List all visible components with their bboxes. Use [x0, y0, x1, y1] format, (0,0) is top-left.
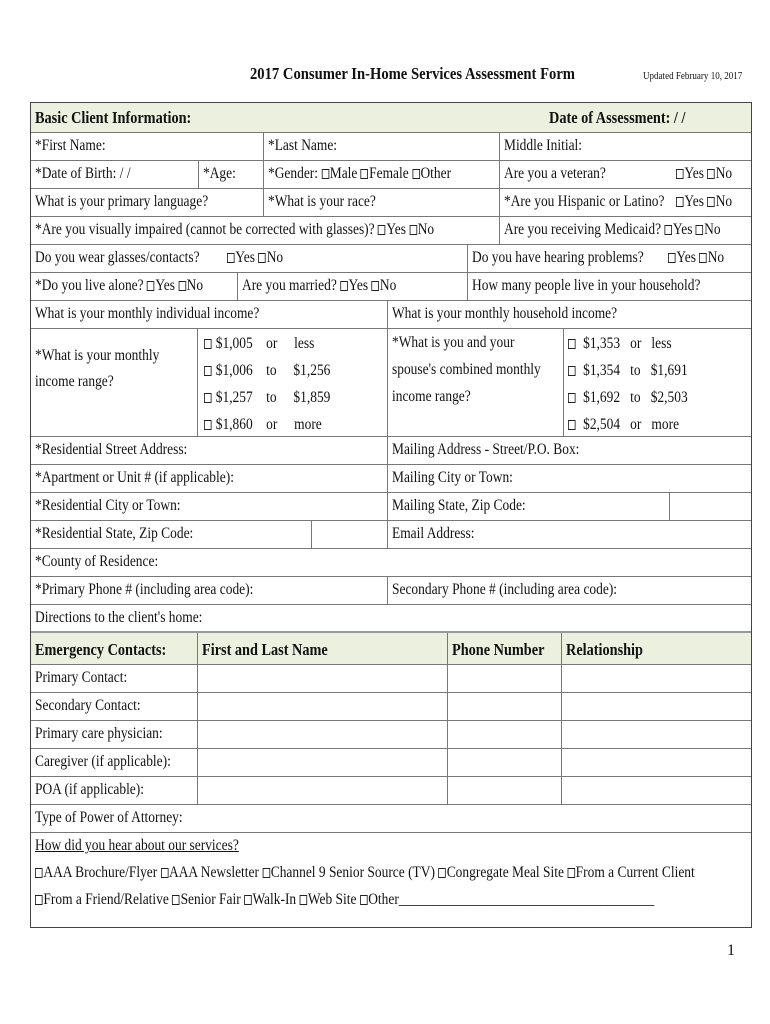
mailing-city-field[interactable]: Mailing City or Town: [392, 469, 513, 486]
household-income-header-cell [387, 301, 751, 328]
range-high: $1,859 [293, 389, 331, 406]
gender-label: *Gender: [268, 165, 319, 182]
contact-row-label: Secondary Contact: [35, 697, 141, 714]
medicaid-yes-checkbox[interactable] [664, 225, 672, 235]
range-low: $1,354 [583, 362, 621, 379]
referral-checkbox[interactable] [567, 868, 575, 878]
assessment-form [30, 102, 752, 928]
married-label: Are you married? [242, 277, 337, 294]
referral-option-label: Walk-In [252, 891, 297, 908]
male-label: Male [329, 165, 358, 182]
range-high: $2,503 [650, 389, 688, 406]
hearing-no-label: No [707, 249, 725, 266]
range-high: $1,256 [293, 362, 331, 379]
medicaid-yes-label: Yes [672, 221, 693, 238]
referral-section [31, 833, 751, 927]
referral-checkbox[interactable] [35, 868, 43, 878]
medicaid-label: Are you receiving Medicaid? [504, 221, 662, 238]
female-checkbox[interactable] [361, 169, 369, 179]
table-row [31, 749, 751, 777]
other-blank-line[interactable]: ______________________________________ [398, 891, 655, 908]
individual-range-option[interactable] [204, 384, 330, 411]
referral-option-label: Web Site [307, 891, 357, 908]
glasses-options [227, 247, 283, 269]
updated-date: Updated February 10, 2017 [643, 71, 743, 82]
hispanic-no-checkbox[interactable] [707, 197, 715, 207]
hearing-yes-label: Yes [676, 249, 696, 266]
referral-option-label: From a Friend/Relative [43, 891, 169, 908]
household-range-option[interactable] [568, 357, 688, 384]
range-low: $2,504 [583, 416, 621, 433]
phone-column-header-cell [447, 633, 561, 664]
visual-yes-label: Yes [386, 221, 406, 238]
range-checkbox[interactable] [568, 366, 576, 376]
basic-info-header [31, 103, 751, 133]
city-row [31, 493, 751, 521]
hispanic-no-label: No [715, 193, 733, 210]
range-low: $1,353 [583, 335, 621, 352]
range-op: to [266, 389, 277, 406]
gender-cell [263, 161, 499, 188]
visual-no-checkbox[interactable] [409, 225, 417, 235]
hispanic-cell [499, 189, 751, 216]
residential-street-field[interactable]: *Residential Street Address: [35, 441, 188, 458]
visual-yes-checkbox[interactable] [378, 225, 386, 235]
hispanic-label: *Are you Hispanic or Latino? [504, 193, 665, 210]
last-name-field[interactable]: *Last Name: [268, 137, 338, 154]
household-income-header: What is your monthly household income? [392, 305, 618, 322]
household-count-cell[interactable] [467, 273, 751, 300]
range-high: more [294, 416, 322, 433]
married-cell [237, 273, 467, 300]
range-low: $1,692 [583, 389, 621, 406]
first-name-field[interactable]: *First Name: [35, 137, 106, 154]
married-no-checkbox[interactable] [371, 281, 379, 291]
referral-options-line2 [35, 889, 654, 911]
alone-no-label: No [186, 277, 204, 294]
alone-yes-checkbox[interactable] [147, 281, 155, 291]
contact-phone-cell[interactable] [447, 693, 561, 720]
state-row [31, 521, 751, 549]
individual-range-list [204, 330, 330, 438]
middle-initial-cell[interactable] [499, 133, 751, 160]
hearing-yes-checkbox[interactable] [668, 253, 676, 263]
range-op: or [630, 335, 642, 352]
referral-option-label: Congregate Meal Site [446, 864, 564, 881]
live-alone-field [35, 275, 203, 297]
range-op: to [266, 362, 277, 379]
household-range-option[interactable] [568, 384, 688, 411]
hispanic-yes-label: Yes [684, 193, 704, 210]
hearing-cell [467, 245, 751, 272]
referral-checkbox[interactable] [35, 895, 43, 905]
contact-name-cell[interactable] [197, 693, 447, 720]
medicaid-no-label: No [704, 221, 721, 238]
visually-impaired-field [35, 219, 434, 241]
mailing-state-field[interactable]: Mailing State, Zip Code: [392, 497, 526, 514]
glasses-yes-checkbox[interactable] [227, 253, 235, 263]
secondary-phone-cell[interactable] [387, 577, 751, 604]
veteran-options [676, 163, 732, 185]
medicaid-no-checkbox[interactable] [696, 225, 704, 235]
age-cell[interactable] [198, 161, 263, 188]
gender-field [268, 163, 451, 185]
range-checkbox[interactable] [568, 420, 576, 430]
emergency-header [31, 631, 751, 665]
mailing-city-cell[interactable] [387, 465, 751, 492]
email-cell[interactable] [387, 521, 751, 548]
medicaid-field [504, 219, 721, 241]
emergency-title: Emergency Contacts: [35, 640, 167, 659]
county-row [31, 549, 751, 577]
individual-range-option[interactable] [204, 330, 330, 357]
secondary-phone-field[interactable]: Secondary Phone # (including area code): [392, 581, 618, 598]
middle-initial-field[interactable]: Middle Initial: [504, 137, 583, 154]
contact-relationship-cell[interactable] [561, 665, 751, 692]
household-range-option[interactable] [568, 330, 688, 357]
referral-checkbox[interactable] [438, 868, 446, 878]
range-op: or [630, 416, 642, 433]
contact-name-cell[interactable] [197, 749, 447, 776]
glasses-no-label: No [266, 249, 284, 266]
last-name-cell[interactable] [263, 133, 499, 160]
medicaid-cell [499, 217, 751, 244]
race-field[interactable]: *What is your race? [268, 193, 376, 210]
directions-field[interactable]: Directions to the client's home: [35, 609, 203, 626]
individual-income-header: What is your monthly individual income? [35, 305, 260, 322]
household-range-option[interactable] [568, 411, 688, 438]
page-number: 1 [727, 942, 735, 959]
relationship-column-header: Relationship [566, 640, 643, 659]
range-op: or [266, 335, 278, 352]
county-field[interactable]: *County of Residence: [35, 553, 159, 570]
street-row [31, 437, 751, 465]
range-op: to [630, 362, 641, 379]
referral-options-line1 [35, 862, 695, 884]
household-row [31, 273, 751, 301]
veteran-label: Are you a veteran? [504, 165, 606, 182]
male-checkbox[interactable] [321, 169, 329, 179]
mailing-street-cell[interactable] [387, 437, 751, 464]
form-title: 2017 Consumer In-Home Services Assessment Form [250, 64, 575, 83]
married-yes-label: Yes [348, 277, 369, 294]
individual-range-cell [197, 329, 387, 436]
primary-phone-field[interactable]: *Primary Phone # (including area code): [35, 581, 254, 598]
referral-checkbox[interactable] [300, 895, 308, 905]
mailing-street-field[interactable]: Mailing Address - Street/P.O. Box: [392, 441, 580, 458]
household-range-list [568, 330, 688, 438]
referral-checkbox[interactable] [172, 895, 180, 905]
alone-no-checkbox[interactable] [178, 281, 186, 291]
referral-option-label: AAA Brochure/Flyer [43, 864, 158, 881]
basic-info-title: Basic Client Information: [35, 108, 192, 127]
hispanic-options [676, 191, 732, 213]
name-column-header-cell [197, 633, 447, 664]
contact-name-cell[interactable] [197, 665, 447, 692]
other-gender-label: Other [420, 165, 452, 182]
dob-field[interactable]: *Date of Birth: / / [35, 165, 131, 182]
name-column-header: First and Last Name [202, 640, 328, 659]
name-row [31, 133, 751, 161]
household-count-field[interactable]: How many people live in your household? [472, 277, 701, 294]
contact-phone-cell[interactable] [447, 749, 561, 776]
contact-phone-cell[interactable] [447, 721, 561, 748]
contact-relationship-cell[interactable] [561, 693, 751, 720]
range-high: more [651, 416, 680, 433]
referral-option-label: Senior Fair [180, 891, 241, 908]
referral-option-label: AAA Newsletter [169, 864, 259, 881]
table-row [31, 777, 751, 805]
phone-row [31, 577, 751, 605]
contact-row-label: Caregiver (if applicable): [35, 753, 171, 770]
contact-name-cell[interactable] [197, 777, 447, 804]
range-op: to [630, 389, 641, 406]
referral-checkbox[interactable] [244, 895, 252, 905]
range-low: $1,860 [215, 416, 253, 433]
range-low: $1,006 [215, 362, 253, 379]
apartment-field[interactable]: *Apartment or Unit # (if applicable): [35, 469, 234, 486]
contact-row-label: POA (if applicable): [35, 781, 144, 798]
female-label: Female [369, 165, 409, 182]
hearing-no-checkbox[interactable] [699, 253, 707, 263]
residential-zip-cell[interactable] [311, 521, 387, 548]
live-alone-label: *Do you live alone? [35, 277, 144, 294]
income-header-row [31, 301, 751, 329]
glasses-yes-label: Yes [235, 249, 255, 266]
hispanic-yes-checkbox[interactable] [676, 197, 684, 207]
visually-impaired-label: *Are you visually impaired (cannot be corrected with glasses)? [35, 221, 375, 238]
referral-checkbox[interactable] [262, 868, 270, 878]
mailing-state-cell[interactable] [387, 493, 669, 520]
range-checkbox[interactable] [204, 339, 212, 349]
visual-row [31, 217, 751, 245]
range-op: or [266, 416, 278, 433]
email-field[interactable]: Email Address: [392, 525, 475, 542]
phone-column-header: Phone Number [452, 640, 545, 659]
range-checkbox[interactable] [568, 339, 576, 349]
veteran-yes-label: Yes [684, 165, 704, 182]
apartment-row [31, 465, 751, 493]
contact-row-label: Primary Contact: [35, 669, 128, 686]
married-no-label: No [379, 277, 397, 294]
visual-no-label: No [417, 221, 435, 238]
language-row [31, 189, 751, 217]
range-checkbox[interactable] [568, 393, 576, 403]
range-checkbox[interactable] [204, 366, 212, 376]
contact-row-label: Primary care physician: [35, 725, 163, 742]
individual-range-option[interactable] [204, 357, 330, 384]
poa-type-field[interactable]: Type of Power of Attorney: [35, 809, 183, 826]
household-range-cell [563, 329, 751, 436]
range-checkbox[interactable] [204, 393, 212, 403]
veteran-yes-checkbox[interactable] [676, 169, 684, 179]
referral-option-label: Channel 9 Senior Source (TV) [270, 864, 435, 881]
referral-option-label: Other [368, 891, 399, 908]
individual-range-option[interactable] [204, 411, 330, 438]
range-low: $1,005 [215, 335, 253, 352]
household-question-cell [387, 329, 563, 436]
contact-relationship-cell[interactable] [561, 749, 751, 776]
contact-relationship-cell[interactable] [561, 777, 751, 804]
contact-name-cell[interactable] [197, 721, 447, 748]
referral-checkbox[interactable] [161, 868, 169, 878]
range-checkbox[interactable] [204, 420, 212, 430]
household-income-question: *What is you and your spouse's combined monthly income range? [392, 334, 541, 405]
married-field [242, 275, 396, 297]
other-gender-checkbox[interactable] [412, 169, 420, 179]
veteran-cell [499, 161, 751, 188]
contact-phone-cell[interactable] [447, 777, 561, 804]
dob-row [31, 161, 751, 189]
residential-city-field[interactable]: *Residential City or Town: [35, 497, 181, 514]
range-high: less [294, 335, 315, 352]
married-yes-checkbox[interactable] [340, 281, 348, 291]
individual-income-question: *What is your monthly income range? [35, 347, 160, 390]
range-high: less [651, 335, 672, 352]
table-row [31, 665, 751, 693]
referral-question: How did you hear about our services? [35, 837, 239, 854]
alone-yes-label: Yes [155, 277, 175, 294]
table-row [31, 693, 751, 721]
date-of-assessment-field[interactable]: Date of Assessment: / / [549, 108, 686, 127]
glasses-no-checkbox[interactable] [258, 253, 266, 263]
veteran-no-label: No [715, 165, 733, 182]
veteran-no-checkbox[interactable] [707, 169, 715, 179]
poa-type-row [31, 805, 751, 833]
relationship-column-header-cell [561, 633, 751, 664]
age-field[interactable]: *Age: [203, 165, 236, 182]
mailing-zip-cell[interactable] [669, 493, 751, 520]
primary-language-field[interactable]: What is your primary language? [35, 193, 209, 210]
directions-row [31, 605, 751, 632]
residential-state-field[interactable]: *Residential State, Zip Code: [35, 525, 194, 542]
contact-phone-cell[interactable] [447, 665, 561, 692]
range-low: $1,257 [215, 389, 253, 406]
range-high: $1,691 [650, 362, 688, 379]
table-row [31, 721, 751, 749]
glasses-row [31, 245, 751, 273]
hearing-options [668, 247, 724, 269]
race-cell[interactable] [263, 189, 499, 216]
referral-checkbox[interactable] [360, 895, 368, 905]
income-range-row [31, 329, 751, 437]
hearing-label: Do you have hearing problems? [472, 249, 644, 266]
contact-relationship-cell[interactable] [561, 721, 751, 748]
glasses-label: Do you wear glasses/contacts? [35, 249, 200, 266]
referral-option-label: From a Current Client [575, 864, 695, 881]
